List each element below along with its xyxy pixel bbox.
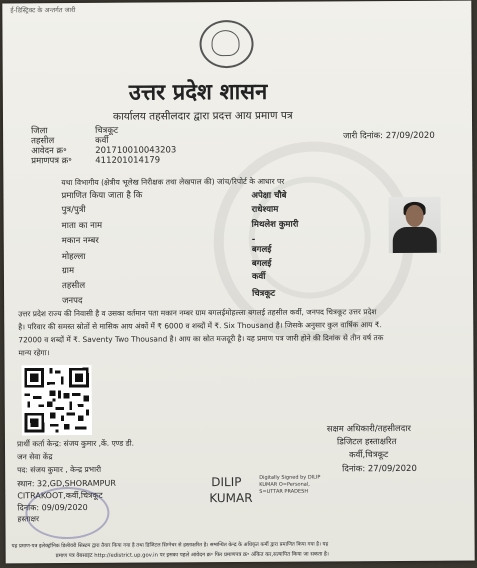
page-subtitle: कार्यालय तहसीलदार द्वारा प्रदत्त आय प्रमाण पत्र [112,109,293,123]
center-date: दिनांक: 09/09/2020 [17,502,88,513]
body-text: 72000 व शब्दों में ₹. Saventy Two Thousand है। आय का स्रोत मजदूरी है। यह प्रमाण पत्र जारी होने की दिनांक से तीन वर्ष तक [18,333,384,345]
field-label: तहसील [61,280,86,292]
page-title: उत्तर प्रदेश शासन [128,79,268,106]
officer-designation: सक्षम अधिकारी/तहसीलदार [326,423,412,435]
certificate-label: प्रमाणपत्र क्र॰ [31,156,72,167]
field-value: बगलई [251,258,272,269]
signer-name-2: KUMAR [209,490,253,506]
footer-text: प्रमाण पत्र वेबसाइट http://edistrict.up.gov.in पर इसका पहले आवेदन क्र॰ फिर प्रमाणपत्र क्र॰ अंकित कर,सत्यापित किया जा सकता है। [55,551,329,560]
center-signature-label: हस्ताक्षर [17,514,40,524]
digital-signature-text: Digitally Signed by DILIP [259,474,321,481]
field-value: मिथलेश कुमारी [251,219,299,230]
center-location: स्थान: 32,GD,SHORAMPUR [17,478,116,489]
top-note: ई-डिस्ट्रिक्ट के अन्तर्गत जारी [10,5,76,15]
qr-code [22,365,92,435]
state-emblem-icon [199,20,253,68]
field-label: मकान नम्बर [61,235,99,247]
officer-date: दिनांक: 27/09/2020 [342,463,417,475]
officer-location: कर्वी,चित्रकूट [349,450,389,461]
office-stamp [25,487,109,540]
field-label: माता का नाम [61,220,103,232]
field-label: मोहल्ला [61,251,86,263]
center-operator: प्रार्थी कर्ता केन्द्र: संजय कुमार ,कें. एण्ड डी. [16,438,135,449]
tehsil-value: कर्वी [95,135,109,146]
officer-signed: डिजिटल हस्ताक्षरित [336,437,397,448]
field-value: बगलई [251,244,272,255]
digital-signature-text: KUMAR O=Personal, [259,481,310,488]
application-number: 201710010043203 [95,145,177,156]
body-text: है। परिवार की समस्त स्रोतों से मासिक आय अंकों में ₹ 6000 व शब्दों में ₹. Six Thousand है। जिसके अनुसार कुल वार्षिक आय ₹. [18,320,382,332]
applicant-photo [388,197,440,253]
footer-text: यह प्रमाण-पत्र इलेक्ट्रॉनिक डिलीवरी सिस्टम द्वारा तैयार किया गया है तथा डिजिटल सिग्नेचर से हस्ताक्षरित है। सम्बन्धित केन्द्र के अधिकृत कर्मी द्वारा प्रमाणित किया गया है। यह [11,541,329,550]
certificate-paper [2,1,474,564]
field-label: ग्राम [61,266,75,277]
field-value: - [251,234,256,245]
field-value: कर्वी [251,271,266,282]
field-label: जनपद [62,295,83,307]
application-label: आवेदन क्र॰ [31,146,67,157]
field-label: पुत्र/पुत्री [61,204,86,216]
field-value: राधेश्याम [251,204,279,215]
body-text: मान्य रहेगा। [18,348,50,358]
certify-text: प्रमाणित किया जाता है कि [61,190,143,202]
intro-text: यथा विभागीय (क्षेत्रीय भूलेख निरीक्षक तथा लेखपाल की) जांच/रिपोर्ट के आधार पर [61,176,285,188]
body-text: उत्तर प्रदेश राज्य की निवासी है व उसका वर्तमान पता मकान नम्बर ग्राम बगलईमोहल्ला बगलई तहसील कर्वी, जनपद चित्रकूट उत्तर प्रदेश [18,307,377,319]
digital-signature-text: S=UTTAR PRADESH [259,488,309,495]
signer-name: DILIP [211,474,242,490]
district-value: चित्रकूट [95,125,119,136]
center-type: जन सेवा केंद्र [17,452,53,462]
certificate-number: 411201014179 [95,155,161,166]
tehsil-label: तहसील [31,136,55,147]
district-label: जिला [31,126,48,137]
field-value: अपेक्षा चौबे [251,190,287,201]
center-designation: पद: संजय कुमार , केन्द्र प्रभारी [17,464,102,475]
center-location-city: CITRAKOOT,कर्वी,चित्रकूट [17,490,103,501]
field-value: चित्रकूट [252,288,276,299]
issue-date: जारी दिनांक: 27/09/2020 [343,130,435,142]
